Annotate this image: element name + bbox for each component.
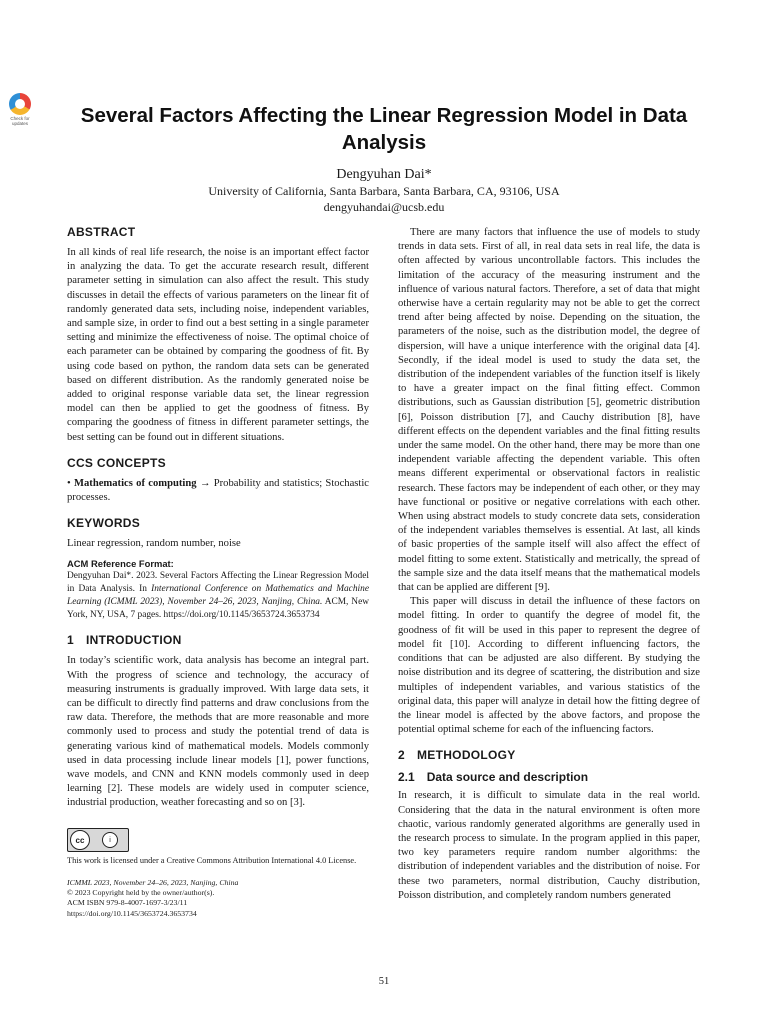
conference-line: ICMML 2023, November 24–26, 2023, Nanjing, China [67, 878, 239, 887]
badge-label: Check for updates [10, 116, 30, 126]
acm-reference-heading: ACM Reference Format: [67, 558, 174, 570]
right-column [398, 226, 700, 903]
subsection-heading: 2.1 Data source and description [398, 770, 589, 785]
introduction-paragraph-1: In today’s scientific work, data analysis has become an integral part. With the progress of science and technology, the accuracy of measuring instruments is gradually improved. With large data sets, it can be difficult to directly find patterns and draw conclusions from the raw data. Therefore, the methods that are more reasonable and more commonly used to process and study the potential trend of data is generating various kind of mathematical models. Models commonly used in data processing include linear models [1], power functions, wave models, and CNN and KNN models commonly used in deep learning [2]. These models are widely used in computer science, industrial production, weather forecasting and so on [3]. [67, 655, 369, 809]
author-name: Dengyuhan Dai* [336, 167, 432, 182]
paper-title: Several Factors Affecting the Linear Regression Model in Data Analysis [80, 104, 688, 154]
introduction-heading: 1 INTRODUCTION [67, 633, 182, 648]
ccs-heading: CCS CONCEPTS [67, 455, 166, 470]
author-email: dengyuhandai@ucsb.edu [323, 200, 445, 214]
abstract-heading: ABSTRACT [67, 225, 136, 239]
copyright-line: © 2023 Copyright held by the owner/author(s). [67, 888, 215, 898]
keywords-heading: KEYWORDS [67, 516, 141, 531]
license-block [67, 828, 369, 919]
introduction-paragraph-3: This paper will discuss in detail the influence of these factors on model fitting. In order to quantify the degree of model fit, the goodness of fit will be used in this paper to represent the degree of model fit [10]. According to different influencing factors, the conditions that can be adjusted are also different. By studying the noise distribution and its degree of scattering, the distribution and size multiples of independent variables, and various statistics of the original data, this paper will analyze in detail how the fitting degree of the linear model is affected by the above factors, and propose the potential optimal scheme for each of the influencing factors. [398, 596, 700, 736]
doi-line[interactable]: https://doi.org/10.1145/3653724.3653734 [67, 908, 197, 918]
conference-info [67, 878, 369, 919]
ccs-rest: → Probability and statistics; Stochastic processes. [67, 477, 369, 504]
ccs-bold-term: Mathematics of computing [74, 477, 197, 489]
isbn-line: ACM ISBN 979-8-4007-1697-3/23/11 [67, 898, 188, 908]
cc-icon: cc [70, 830, 90, 850]
abstract-text: In all kinds of real life research, the noise is an important effect factor in analyzing the data. To get the accurate research result, different parameter setting in simulation can also affect the result. This study discusses in detail the effects of various parameters on the linear fit of randomly generated data sets, including noise, independent variables, and sample size, in order to find out a best setting in a single parameter setting and minimize the effectiveness of noise. The optimal choice of each parameter can be obtained by comparing the goodness of fit. By using code based on python, the random data sets can be generated based on different distribution. As the randomly generated noise be added to original response variable data set, the linear regression model can then be applied to get the goodness of fitness. By comparing the goodness of fitness in different parameter settings, the best setting can be found out in different situations. [67, 247, 369, 443]
attribution-icon: i [102, 832, 118, 848]
acm-reference-text: Dengyuhan Dai*. 2023. Several Factors Affecting the Linear Regression Model in Data Analysis. In International Conference on Mathematics and Machine Learning (ICMML 2023), November 24–26, 2023, Nanjing, China. ACM, New York, NY, USA, 7 pages. https://doi.org/10.1145/3653724.3653734 [67, 571, 370, 621]
methodology-paragraph-1: In research, it is difficult to simulate data in the real world. Considering that the data in the natural environment is often more chaotic, various randomly generated algorithms are generally used in the research process to simulate. In the program applied in this paper, two key parameters require random number algorithms: the distribution of independent variables and the distribution of noise. For these two parameters, normal distribution, Cauchy distribution, Poisson distribution, and completely random numbers generated [398, 790, 700, 901]
page-number: 51 [378, 976, 390, 987]
license-text: This work is licensed under a Creative Commons Attribution International 4.0 License. [67, 856, 357, 865]
ccs-text: • Mathematics of computing → Probability and statistics; Stochastic processes. [67, 477, 369, 504]
left-column [67, 224, 369, 811]
check-for-updates-badge[interactable] [6, 93, 34, 127]
author-affiliation: University of California, Santa Barbara, Santa Barbara, CA, 93106, USA [208, 184, 560, 198]
crossmark-icon [9, 93, 31, 115]
introduction-paragraph-2: There are many factors that influence the use of models to study trends in data sets. First of all, in real data sets in real life, the data is often affected by various uncontrollable factors. This includes the limitation of the accuracy of the measuring instrument and the influence of various natural factors. Therefore, a set of data that might otherwise have a certain regularity may not be able to get the correct trend after being affected by noise. Depending on the situation, the parameters of the noise, such as the distribution model, the degree of dispersion, will have a unique interference with the original data [4]. Secondly, if the ideal model is used to study the data set, the distribution of the independent variables of the function itself is likely to have a greater impact on the final fitting effect. Common distributions, such as Gaussian distribution [5], geometric distribution [6], Poisson distribution [7], and Cauchy distribution [8], have different effects on the dependent variables and the final fitting results under the same model. On the other hand, there may be more than one independent variable affecting the dependent variable. This often means different experimental or observational factors in realistic research. These factors may be independent of each other, or they may have functional or positive or negative correlations with each other. When using abstract models to study concrete data sets, consideration of the independent variables themselves is essential. At last, all kinds of basic properties of the sample itself will also affect the effect of model fitting to some extent. Statistically and metrically, the spread of the sample size and the data itself means that the mathematical models that can be applied are different [9]. [398, 227, 700, 594]
keywords-text: Linear regression, random number, noise [67, 538, 241, 550]
creative-commons-icon[interactable] [67, 828, 129, 852]
methodology-heading: 2 METHODOLOGY [398, 748, 516, 763]
